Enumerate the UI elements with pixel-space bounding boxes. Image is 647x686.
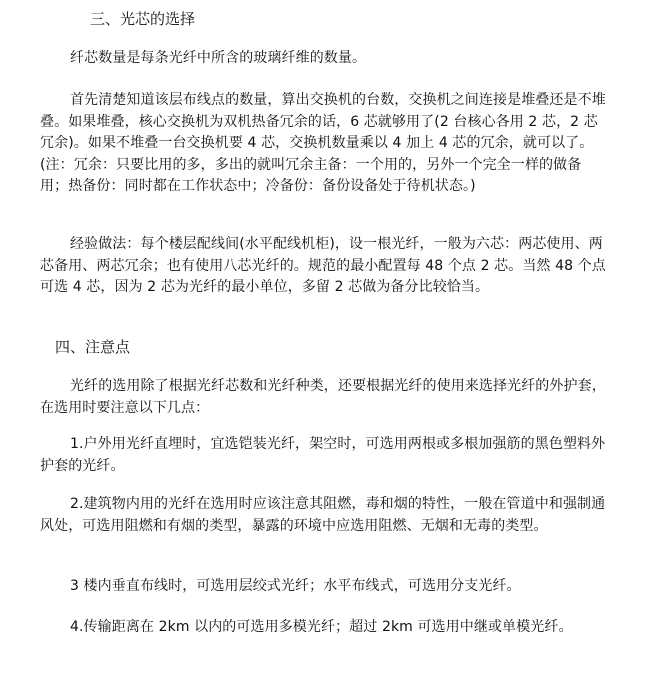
- paragraph-experience-practice: 经验做法：每个楼层配线间(水平配线机柜)，设一根光纤，一般为六芯：两芯使用、两芯备用、两芯冗余；也有使用八芯光纤的。规范的最小配置每 48 个点 2 芯。当然 48 个点可选 4 芯，因为 2 芯为光纤的最小单位，多留 2 芯做为备分比较恰当。: [40, 236, 606, 295]
- paragraph-jacket-selection: 光纤的选用除了根据光纤芯数和光纤种类，还要根据光纤的使用来选择光纤的外护套，在选用时要注意以下几点：: [40, 378, 606, 416]
- paragraph-core-count-definition: 纤芯数量是每条光纤中所含的玻璃纤维的数量。: [70, 50, 367, 66]
- paragraph-switch-count: 首先清楚知道该层布线点的数量，算出交换机的台数，交换机之间连接是堆叠还是不堆叠。如果堆叠，核心交换机为双机热备冗余的话，6 芯就够用了(2 台核心各用 2 芯，2 芯冗余)。如果不堆叠一台交换机要 4 芯，交换机数量乘以 4 加上 4 芯的冗余，就可以了。(注：冗余：只要比用的多，多出的就叫冗余主备：一个用的，另外一个完全一样的做备用；热备份：同时都在工作状态中；冷备份：备份设备处于待机状态。): [40, 92, 606, 194]
- paragraph-vertical-cabling: 3 楼内垂直布线时，可选用层绞式光纤；水平布线式，可选用分支光纤。: [70, 578, 521, 594]
- section-heading-notes: 四、注意点: [55, 338, 131, 356]
- paragraph-outdoor-fiber: 1.户外用光纤直埋时，宜选铠装光纤，架空时，可选用两根或多根加强筋的黑色塑料外护套的光纤。: [40, 436, 606, 474]
- paragraph-transmission-distance: 4.传输距离在 2km 以内的可选用多模光纤；超过 2km 可选用中继或单模光纤。: [70, 619, 573, 635]
- section-heading-fiber-core-selection: 三、光芯的选择: [90, 10, 196, 28]
- paragraph-indoor-fiber: 2.建筑物内用的光纤在选用时应该注意其阻燃，毒和烟的特性，一般在管道中和强制通风处，可选用阻燃和有烟的类型，暴露的环境中应选用阻燃、无烟和无毒的类型。: [40, 496, 606, 534]
